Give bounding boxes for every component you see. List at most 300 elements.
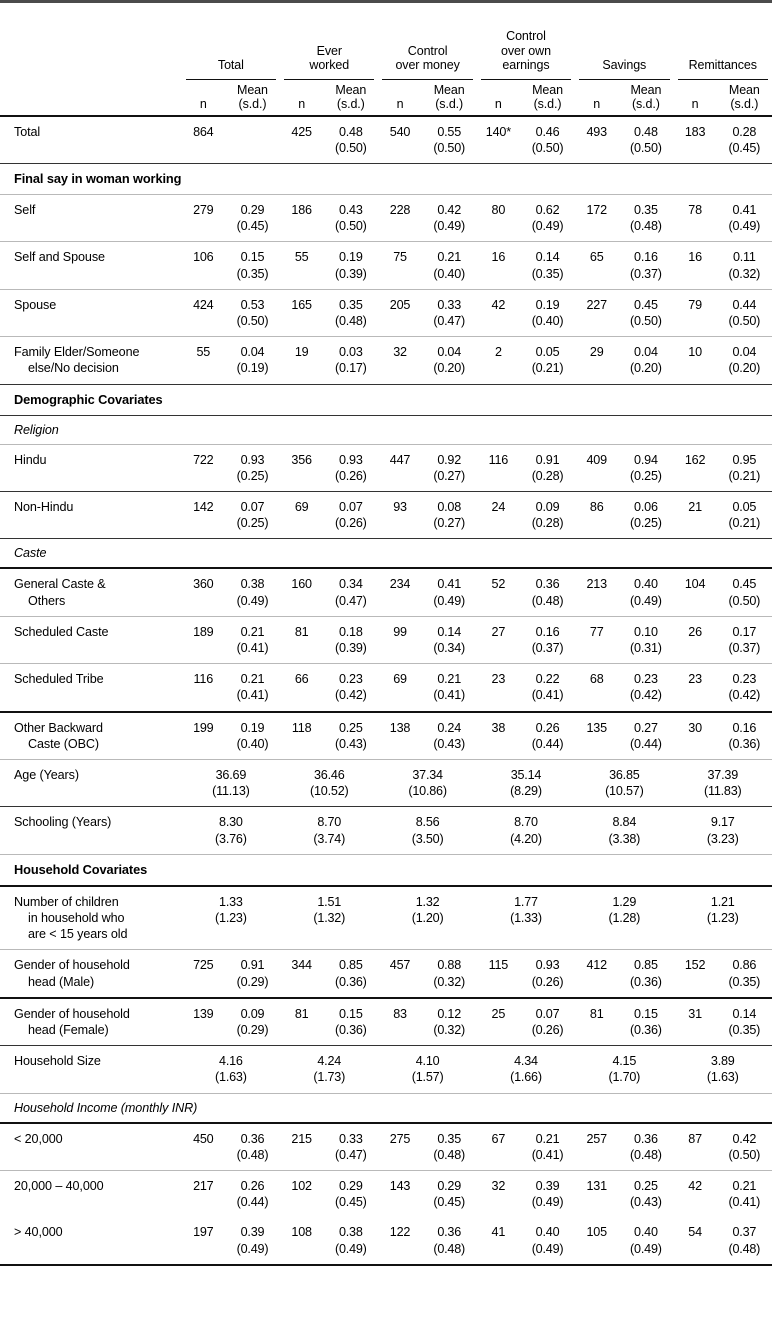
cell-sd-value: (0.49) — [630, 593, 662, 608]
cell-sd-value: (1.63) — [706, 1070, 739, 1085]
cell-sd-value: (0.43) — [433, 736, 466, 751]
cell-sd-value: (0.36) — [334, 974, 367, 989]
cell-sd-value: (0.26) — [531, 1023, 564, 1037]
cell-sd-value: (0.48) — [630, 1147, 662, 1162]
cell-mean-value: 0.37 — [732, 1225, 757, 1240]
cell-remittances-n: 10 — [674, 337, 717, 384]
cell-remittances-mean-sd — [717, 568, 772, 616]
cell-sd-value: (0.28) — [531, 468, 564, 483]
cell-sd-value: (0.47) — [334, 593, 367, 608]
subheader-mean-sd-remittances — [717, 82, 772, 116]
cell-mean-value: 1.33 — [219, 894, 243, 909]
cell-control-over-own-earnings-n: 80 — [477, 194, 520, 241]
cell-savings-n: 81 — [575, 998, 618, 1046]
cell-mean-value: 0.19 — [338, 250, 363, 265]
cell-mean-value: 0.04 — [634, 345, 658, 360]
cell-sd-value: (0.25) — [236, 516, 269, 531]
cell-mean-value: 0.26 — [240, 1179, 265, 1194]
cell-sd-value: (0.17) — [334, 361, 367, 376]
cell-control-over-own-earnings-mean-sd — [520, 289, 575, 336]
cell-sd-value: (0.20) — [728, 361, 761, 376]
cell-sd-value: (0.49) — [531, 219, 564, 234]
group-underline-savings — [575, 75, 673, 82]
cell-sd-value: (0.40) — [433, 266, 466, 281]
section-header-label: Demographic Covariates — [0, 384, 772, 415]
cell-control-over-own-earnings-mean-sd — [520, 491, 575, 538]
cell-savings-mean-sd — [575, 759, 673, 806]
cell-ever-worked-n: 66 — [280, 664, 323, 712]
cell-remittances-n: 78 — [674, 194, 717, 241]
cell-sd-value: (0.21) — [728, 468, 761, 483]
cell-sd-value: (0.39) — [334, 640, 367, 655]
row-label-line: in household who — [28, 910, 125, 925]
cell-sd-value: (0.25) — [236, 468, 269, 483]
cell-mean-value: 0.53 — [240, 297, 265, 312]
cell-remittances-mean-sd — [717, 664, 772, 712]
group-label-line: Control — [407, 43, 448, 58]
group-header-remittances — [674, 29, 772, 75]
cell-mean-value: 0.24 — [437, 720, 462, 735]
row-label-line: Schooling (Years) — [14, 815, 112, 830]
subheader-sd-line: (s.d.) — [336, 96, 365, 111]
cell-remittances-mean-sd — [674, 759, 772, 806]
group-header-savings — [575, 29, 673, 75]
cell-sd-value: (1.32) — [313, 910, 346, 925]
cell-remittances-n: 21 — [674, 491, 717, 538]
cell-control-over-money-n: 143 — [378, 1171, 421, 1218]
cell-sd-value: (0.36) — [334, 1023, 367, 1037]
subheader-n-total: n — [199, 96, 207, 111]
cell-total-n: 722 — [182, 444, 225, 491]
cell-control-over-money-mean-sd — [422, 116, 477, 164]
cell-total-n: 864 — [182, 116, 225, 164]
cell-sd-value: (0.50) — [334, 219, 367, 234]
cell-remittances-mean-sd — [717, 116, 772, 164]
cell-ever-worked-mean-sd — [323, 444, 378, 491]
cell-savings-mean-sd — [575, 807, 673, 854]
row-label-gender-of-household-head-male — [0, 950, 182, 998]
cell-sd-value: (0.35) — [531, 266, 564, 281]
cell-total-mean-sd — [225, 1171, 280, 1218]
cell-sd-value: (1.28) — [608, 910, 641, 925]
cell-remittances-mean-sd — [717, 616, 772, 663]
cell-control-over-money-mean-sd — [422, 664, 477, 712]
group-underline-control-over-own-earnings — [477, 75, 575, 82]
cell-control-over-own-earnings-mean-sd — [477, 1046, 575, 1093]
subheader-sd-line: (s.d.) — [533, 96, 562, 111]
cell-ever-worked-n: 19 — [280, 337, 323, 384]
cell-mean-value: 0.48 — [338, 124, 363, 139]
cell-sd-value: (0.44) — [531, 736, 564, 751]
cell-ever-worked-n: 81 — [280, 616, 323, 663]
cell-sd-value: (3.76) — [215, 831, 247, 846]
cell-savings-mean-sd — [575, 1046, 673, 1093]
cell-remittances-mean-sd — [717, 1123, 772, 1171]
cell-mean-value: 0.21 — [437, 672, 462, 687]
cell-control-over-money-n: 275 — [378, 1123, 421, 1171]
cell-sd-value: (0.41) — [236, 640, 269, 655]
cell-mean-value: 0.86 — [732, 958, 757, 973]
cell-savings-n: 135 — [575, 712, 618, 760]
cell-mean-value: 0.07 — [338, 499, 363, 514]
cell-control-over-own-earnings-mean-sd — [520, 712, 575, 760]
cell-sd-value: (10.57) — [605, 784, 644, 799]
group-label-line: over money — [395, 58, 460, 72]
cell-savings-mean-sd — [618, 664, 673, 712]
cell-mean-value: 0.94 — [634, 452, 658, 467]
cell-ever-worked-mean-sd — [280, 807, 378, 854]
cell-remittances-mean-sd — [717, 337, 772, 384]
cell-total-mean-sd — [225, 998, 280, 1046]
subheader-n-savings: n — [593, 96, 601, 111]
cell-mean-value: 0.27 — [634, 720, 658, 735]
cell-remittances-mean-sd — [717, 444, 772, 491]
cell-savings-n: 257 — [575, 1123, 618, 1171]
row-label-line: > 40,000 — [14, 1225, 63, 1240]
cell-mean-value: 36.69 — [215, 767, 247, 782]
group-label-line: Savings — [602, 58, 647, 72]
cell-sd-value: (0.35) — [728, 1023, 761, 1037]
cell-sd-value: (0.50) — [728, 313, 761, 328]
table-row — [0, 807, 772, 854]
section-header-row-religion — [0, 415, 772, 444]
table-row — [0, 616, 772, 663]
cell-mean-value: 0.62 — [535, 202, 560, 217]
cell-sd-value: (0.50) — [630, 140, 662, 155]
cell-ever-worked-n: 356 — [280, 444, 323, 491]
cell-total-mean-sd — [182, 1046, 280, 1093]
cell-sd-value: (3.38) — [608, 831, 641, 846]
group-underline-total — [182, 75, 280, 82]
cell-sd-value: (0.44) — [630, 736, 662, 751]
cell-sd-value: (0.44) — [236, 1195, 269, 1210]
cell-mean-value: 4.24 — [317, 1054, 342, 1069]
cell-total-n: 279 — [182, 194, 225, 241]
cell-savings-mean-sd — [618, 289, 673, 336]
cell-control-over-money-mean-sd — [422, 950, 477, 998]
cell-total-n: 55 — [182, 337, 225, 384]
cell-savings-n: 131 — [575, 1171, 618, 1218]
cell-sd-value: (0.37) — [630, 266, 662, 281]
cell-remittances-n: 79 — [674, 289, 717, 336]
cell-savings-n: 213 — [575, 568, 618, 616]
table-row — [0, 568, 772, 616]
subheader-mean-sd-savings — [618, 82, 673, 116]
subheader-mean-line: Mean — [237, 82, 268, 97]
cell-control-over-money-n: 32 — [378, 337, 421, 384]
cell-mean-value: 0.28 — [732, 124, 757, 139]
cell-sd-value: (0.49) — [433, 593, 466, 608]
cell-sd-value: (0.45) — [236, 219, 269, 234]
row-label-20-000-40-000 — [0, 1171, 182, 1218]
table-row — [0, 1171, 772, 1218]
cell-control-over-own-earnings-mean-sd — [520, 664, 575, 712]
cell-control-over-own-earnings-mean-sd — [520, 998, 575, 1046]
cell-mean-value: 0.21 — [535, 1131, 560, 1146]
cell-sd-value: (0.32) — [728, 266, 761, 281]
cell-mean-value: 0.03 — [338, 345, 363, 360]
cell-sd-value: (0.49) — [236, 1241, 269, 1256]
cell-ever-worked-n: 160 — [280, 568, 323, 616]
cell-mean-value: 1.32 — [415, 894, 440, 909]
row-label-family-elder-someone-else-no-decision — [0, 337, 182, 384]
cell-sd-value: (0.50) — [728, 593, 761, 608]
cell-remittances-n: 30 — [674, 712, 717, 760]
cell-savings-n: 105 — [575, 1217, 618, 1264]
cell-savings-n: 493 — [575, 116, 618, 164]
cell-remittances-n: 23 — [674, 664, 717, 712]
cell-control-over-money-n: 540 — [378, 116, 421, 164]
cell-ever-worked-mean-sd — [323, 712, 378, 760]
cell-control-over-money-n: 205 — [378, 289, 421, 336]
cell-sd-value: (0.37) — [728, 640, 761, 655]
subheader-sd-line: (s.d.) — [730, 96, 759, 111]
cell-mean-value: 0.21 — [240, 672, 265, 687]
subheader-mean-sd-control-over-money — [422, 82, 477, 116]
cell-mean-value: 0.38 — [240, 577, 265, 592]
cell-sd-value: (0.48) — [728, 1241, 761, 1256]
cell-remittances-mean-sd — [717, 712, 772, 760]
cell-mean-value: 1.51 — [317, 894, 342, 909]
cell-control-over-own-earnings-n: 16 — [477, 242, 520, 289]
cell-sd-value: (0.48) — [531, 593, 564, 608]
cell-total-mean-sd — [225, 664, 280, 712]
cell-control-over-own-earnings-n: 24 — [477, 491, 520, 538]
cell-ever-worked-mean-sd — [323, 289, 378, 336]
cell-sd-value: (0.29) — [236, 1023, 269, 1037]
cell-control-over-own-earnings-n: 116 — [477, 444, 520, 491]
cell-sd-value: (0.35) — [236, 266, 269, 281]
cell-remittances-n: 26 — [674, 616, 717, 663]
cell-savings-n: 412 — [575, 950, 618, 998]
cell-savings-n: 77 — [575, 616, 618, 663]
cell-mean-value: 0.15 — [240, 250, 265, 265]
cell-mean-value: 36.46 — [313, 767, 345, 782]
row-label-schooling-years — [0, 807, 182, 854]
row-label-household-size — [0, 1046, 182, 1093]
cell-control-over-money-mean-sd — [422, 616, 477, 663]
cell-control-over-money-n: 122 — [378, 1217, 421, 1264]
row-label-line: head (Male) — [28, 974, 95, 989]
cell-mean-value: 0.12 — [437, 1006, 462, 1021]
cell-total-mean-sd — [225, 491, 280, 538]
cell-mean-value: 0.91 — [240, 958, 265, 973]
cell-control-over-money-n: 228 — [378, 194, 421, 241]
cell-sd-value: (0.41) — [728, 1195, 761, 1210]
cell-control-over-money-mean-sd — [378, 807, 476, 854]
cell-ever-worked-n: 215 — [280, 1123, 323, 1171]
group-label-line: over own — [501, 43, 551, 58]
cell-control-over-money-mean-sd — [422, 337, 477, 384]
cell-ever-worked-n: 108 — [280, 1217, 323, 1264]
cell-sd-value: (11.83) — [703, 784, 742, 799]
cell-ever-worked-n: 102 — [280, 1171, 323, 1218]
cell-sd-value: (0.49) — [334, 1241, 367, 1256]
cell-sd-value: (0.50) — [334, 140, 367, 155]
cell-total-n: 217 — [182, 1171, 225, 1218]
cell-ever-worked-n: 81 — [280, 998, 323, 1046]
cell-mean-value: 0.40 — [535, 1225, 560, 1240]
cell-control-over-own-earnings-mean-sd — [520, 568, 575, 616]
cell-mean-value: 0.05 — [732, 499, 757, 514]
cell-sd-value: (0.48) — [433, 1241, 466, 1256]
cell-control-over-money-n: 69 — [378, 664, 421, 712]
cell-savings-mean-sd — [618, 242, 673, 289]
cell-total-n: 360 — [182, 568, 225, 616]
cell-ever-worked-mean-sd — [323, 998, 378, 1046]
cell-sd-value: (0.26) — [334, 468, 367, 483]
cell-control-over-own-earnings-n: 41 — [477, 1217, 520, 1264]
cell-mean-value: 0.15 — [634, 1006, 658, 1021]
cell-mean-value: 35.14 — [510, 767, 542, 782]
cell-mean-value: 0.21 — [732, 1179, 757, 1194]
cell-mean-value: 0.93 — [535, 958, 560, 973]
cell-mean-value: 0.11 — [732, 250, 756, 265]
cell-remittances-n: 16 — [674, 242, 717, 289]
cell-sd-value: (0.50) — [630, 313, 662, 328]
row-label-line: Number of children — [14, 894, 119, 909]
cell-remittances-n: 87 — [674, 1123, 717, 1171]
cell-mean-value: 0.48 — [634, 124, 658, 139]
cell-savings-mean-sd — [618, 491, 673, 538]
cell-mean-value: 0.45 — [732, 577, 757, 592]
cell-ever-worked-n: 425 — [280, 116, 323, 164]
group-label-line: Control — [506, 29, 546, 43]
cell-sd-value: (0.49) — [433, 219, 466, 234]
cell-mean-value: 0.93 — [338, 452, 363, 467]
cell-total-n: 116 — [182, 664, 225, 712]
subheader-n-control-over-money: n — [396, 96, 404, 111]
cell-mean-value: 0.93 — [240, 452, 265, 467]
cell-mean-value: 0.55 — [437, 124, 462, 139]
cell-sd-value: (0.45) — [334, 1195, 367, 1210]
group-header-control-over-money — [378, 29, 476, 75]
cell-sd-value: (0.32) — [433, 1023, 466, 1037]
cell-control-over-money-mean-sd — [422, 568, 477, 616]
cell-ever-worked-mean-sd — [323, 568, 378, 616]
cell-remittances-mean-sd — [717, 194, 772, 241]
cell-mean-value: 0.04 — [732, 345, 757, 360]
cell-total-mean-sd — [182, 759, 280, 806]
cell-control-over-money-mean-sd — [422, 998, 477, 1046]
group-label-line: Total — [217, 58, 244, 72]
cell-total-mean-sd — [182, 807, 280, 854]
cell-mean-value: 0.36 — [535, 577, 560, 592]
cell-total-mean-sd — [225, 950, 280, 998]
cell-sd-value: (0.50) — [728, 1147, 761, 1162]
cell-total-mean-sd — [225, 242, 280, 289]
section-header-row-caste — [0, 539, 772, 569]
cell-sd-value: (0.40) — [531, 313, 564, 328]
cell-mean-value: 0.39 — [240, 1225, 265, 1240]
cell-remittances-mean-sd — [717, 289, 772, 336]
cell-savings-mean-sd — [618, 1123, 673, 1171]
cell-ever-worked-mean-sd — [323, 242, 378, 289]
column-group-underline-row — [0, 75, 772, 82]
group-header-control-over-own-earnings — [477, 29, 575, 75]
group-header-ever-worked — [280, 29, 378, 75]
cell-control-over-money-n: 234 — [378, 568, 421, 616]
cell-total-n: 142 — [182, 491, 225, 538]
cell-sd-value: (0.41) — [531, 1147, 564, 1162]
cell-remittances-n: 162 — [674, 444, 717, 491]
cell-savings-mean-sd — [575, 886, 673, 950]
subheader-sd-line: (s.d.) — [238, 96, 267, 111]
table-row — [0, 1123, 772, 1171]
cell-total-n: 139 — [182, 998, 225, 1046]
section-header-label: Final say in woman working — [0, 163, 772, 194]
cell-control-over-money-n: 457 — [378, 950, 421, 998]
row-label-line: head (Female) — [28, 1023, 109, 1037]
cell-mean-value: 0.29 — [240, 202, 265, 217]
row-label-line: Family Elder/Someone — [14, 345, 140, 360]
cell-mean-value: 0.41 — [437, 577, 462, 592]
table-top-rule — [0, 2, 772, 30]
row-label-scheduled-caste — [0, 616, 182, 663]
section-header-row-household-income-monthly-inr — [0, 1093, 772, 1123]
cell-control-over-own-earnings-mean-sd — [477, 759, 575, 806]
cell-mean-value: 0.14 — [732, 1006, 757, 1021]
table-row — [0, 444, 772, 491]
subheader-mean-sd-total — [225, 82, 280, 116]
cell-ever-worked-mean-sd — [323, 1171, 378, 1218]
cell-mean-value: 37.39 — [707, 767, 738, 782]
cell-control-over-own-earnings-n: 32 — [477, 1171, 520, 1218]
cell-remittances-mean-sd — [717, 1171, 772, 1218]
cell-sd-value: (0.41) — [433, 688, 466, 703]
cell-mean-value: 0.10 — [634, 624, 658, 639]
cell-remittances-mean-sd — [717, 950, 772, 998]
row-label-line: General Caste & — [14, 577, 106, 592]
cell-sd-value: (10.86) — [408, 784, 447, 799]
cell-mean-value: 0.06 — [634, 499, 658, 514]
cell-control-over-money-mean-sd — [378, 759, 476, 806]
cell-control-over-money-mean-sd — [422, 444, 477, 491]
group-label-line: earnings — [502, 58, 550, 72]
column-subheader-row — [0, 82, 772, 116]
table-row — [0, 242, 772, 289]
cell-mean-value: 0.04 — [437, 345, 462, 360]
cell-sd-value: (0.42) — [630, 688, 662, 703]
cell-savings-mean-sd — [618, 1217, 673, 1264]
cell-sd-value: (0.19) — [236, 361, 269, 376]
row-label-line: 20,000 – 40,000 — [14, 1179, 104, 1194]
section-header-row-demographic-covariates — [0, 384, 772, 415]
subheader-label-cell — [0, 82, 182, 116]
cell-mean-value: 0.33 — [437, 297, 462, 312]
cell-control-over-money-mean-sd — [422, 1217, 477, 1264]
cell-savings-mean-sd — [618, 712, 673, 760]
cell-mean-value: 0.23 — [634, 672, 658, 687]
cell-mean-value: 0.34 — [338, 577, 363, 592]
subheader-mean-line: Mean — [532, 82, 563, 97]
cell-savings-mean-sd — [618, 1171, 673, 1218]
cell-mean-value: 0.36 — [240, 1131, 265, 1146]
cell-mean-value: 0.05 — [535, 345, 560, 360]
row-label-spouse — [0, 289, 182, 336]
cell-control-over-money-mean-sd — [422, 1123, 477, 1171]
cell-sd-value: (0.48) — [334, 313, 367, 328]
cell-control-over-own-earnings-mean-sd — [520, 444, 575, 491]
cell-mean-value: 0.91 — [535, 452, 560, 467]
cell-mean-value: 0.36 — [437, 1225, 462, 1240]
cell-savings-n: 172 — [575, 194, 618, 241]
cell-ever-worked-mean-sd — [280, 759, 378, 806]
cell-sd-value: (0.36) — [630, 1023, 662, 1037]
section-header-label: Caste — [0, 539, 772, 569]
row-label-total — [0, 116, 182, 164]
cell-ever-worked-n: 344 — [280, 950, 323, 998]
